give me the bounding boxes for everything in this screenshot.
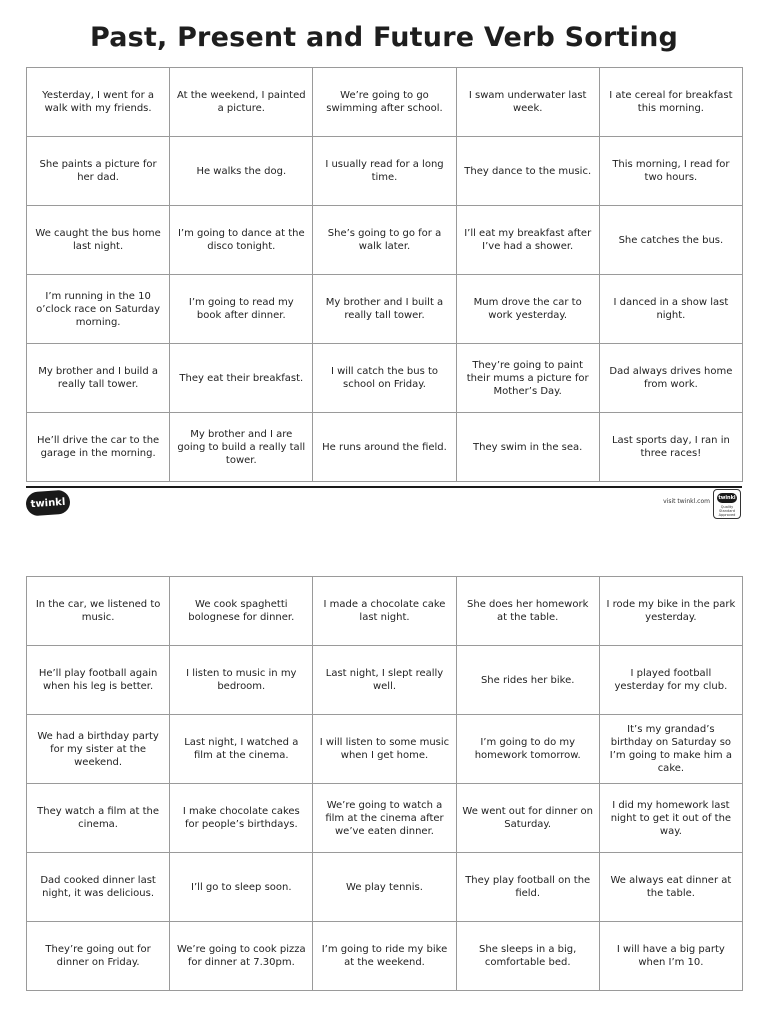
page-title: Past, Present and Future Verb Sorting xyxy=(89,22,679,53)
verb-card: In the car, we listened to music. xyxy=(27,577,170,646)
verb-card: They’re going to paint their mums a picture for Mother’s Day. xyxy=(457,344,600,413)
verb-card: Dad always drives home from work. xyxy=(600,344,743,413)
verb-card: At the weekend, I painted a picture. xyxy=(170,68,313,137)
verb-card: I make chocolate cakes for people’s birthdays. xyxy=(170,784,313,853)
verb-card: She paints a picture for her dad. xyxy=(27,137,170,206)
twinkl-logo xyxy=(25,489,71,516)
badge-text: Quality Standard Approved xyxy=(718,505,736,517)
verb-card: Yesterday, I went for a walk with my friends. xyxy=(27,68,170,137)
verb-card: My brother and I build a really tall tower. xyxy=(27,344,170,413)
verb-card: We always eat dinner at the table. xyxy=(600,853,743,922)
verb-card: She rides her bike. xyxy=(457,646,600,715)
verb-card: She sleeps in a big, comfortable bed. xyxy=(457,922,600,991)
verb-card-grid-1 xyxy=(26,67,743,482)
verb-card: I listen to music in my bedroom. xyxy=(170,646,313,715)
logo-text: twinkl xyxy=(30,496,66,510)
verb-card: Last night, I slept really well. xyxy=(313,646,456,715)
verb-card: We had a birthday party for my sister at the weekend. xyxy=(27,715,170,784)
verb-card: I usually read for a long time. xyxy=(313,137,456,206)
verb-card: This morning, I read for two hours. xyxy=(600,137,743,206)
verb-card: They dance to the music. xyxy=(457,137,600,206)
verb-card: I will catch the bus to school on Friday. xyxy=(313,344,456,413)
verb-card: Dad cooked dinner last night, it was delicious. xyxy=(27,853,170,922)
verb-card: I did my homework last night to get it out of the way. xyxy=(600,784,743,853)
verb-card: I’m going to ride my bike at the weekend. xyxy=(313,922,456,991)
verb-card: I will listen to some music when I get home. xyxy=(313,715,456,784)
verb-card: My brother and I built a really tall tower. xyxy=(313,275,456,344)
verb-card: We caught the bus home last night. xyxy=(27,206,170,275)
verb-card: I’m running in the 10 o’clock race on Saturday morning. xyxy=(27,275,170,344)
verb-card: He’ll drive the car to the garage in the morning. xyxy=(27,413,170,482)
verb-card-grid-2 xyxy=(26,576,743,991)
verb-card: We cook spaghetti bolognese for dinner. xyxy=(170,577,313,646)
verb-card: They play football on the field. xyxy=(457,853,600,922)
verb-card: I made a chocolate cake last night. xyxy=(313,577,456,646)
footer-divider xyxy=(26,486,742,488)
verb-card: I’ll go to sleep soon. xyxy=(170,853,313,922)
verb-card: He walks the dog. xyxy=(170,137,313,206)
verb-card: I rode my bike in the park yesterday. xyxy=(600,577,743,646)
verb-card: Last sports day, I ran in three races! xyxy=(600,413,743,482)
verb-card: My brother and I are going to build a really tall tower. xyxy=(170,413,313,482)
verb-card: They’re going out for dinner on Friday. xyxy=(27,922,170,991)
verb-card: She catches the bus. xyxy=(600,206,743,275)
quality-badge-icon xyxy=(713,489,741,519)
badge-logo: twinkl xyxy=(718,495,736,501)
verb-card: They eat their breakfast. xyxy=(170,344,313,413)
verb-card: I’ll eat my breakfast after I’ve had a shower. xyxy=(457,206,600,275)
verb-card: He runs around the field. xyxy=(313,413,456,482)
verb-card: It’s my grandad’s birthday on Saturday so I’m going to make him a cake. xyxy=(600,715,743,784)
verb-card: Last night, I watched a film at the cinema. xyxy=(170,715,313,784)
verb-card: She’s going to go for a walk later. xyxy=(313,206,456,275)
verb-card: He’ll play football again when his leg is better. xyxy=(27,646,170,715)
verb-card: We play tennis. xyxy=(313,853,456,922)
verb-card: They watch a film at the cinema. xyxy=(27,784,170,853)
verb-card: I’m going to dance at the disco tonight. xyxy=(170,206,313,275)
verb-card: She does her homework at the table. xyxy=(457,577,600,646)
verb-card: I swam underwater last week. xyxy=(457,68,600,137)
verb-card: I played football yesterday for my club. xyxy=(600,646,743,715)
verb-card: We’re going to watch a film at the cinema after we’ve eaten dinner. xyxy=(313,784,456,853)
verb-card: We went out for dinner on Saturday. xyxy=(457,784,600,853)
verb-card: I will have a big party when I’m 10. xyxy=(600,922,743,991)
visit-link-text: visit twinkl.com xyxy=(663,498,710,505)
verb-card: I’m going to do my homework tomorrow. xyxy=(457,715,600,784)
verb-card: We’re going to go swimming after school. xyxy=(313,68,456,137)
verb-card: Mum drove the car to work yesterday. xyxy=(457,275,600,344)
verb-card: I’m going to read my book after dinner. xyxy=(170,275,313,344)
verb-card: I ate cereal for breakfast this morning. xyxy=(600,68,743,137)
verb-card: They swim in the sea. xyxy=(457,413,600,482)
verb-card: I danced in a show last night. xyxy=(600,275,743,344)
verb-card: We’re going to cook pizza for dinner at 7.30pm. xyxy=(170,922,313,991)
